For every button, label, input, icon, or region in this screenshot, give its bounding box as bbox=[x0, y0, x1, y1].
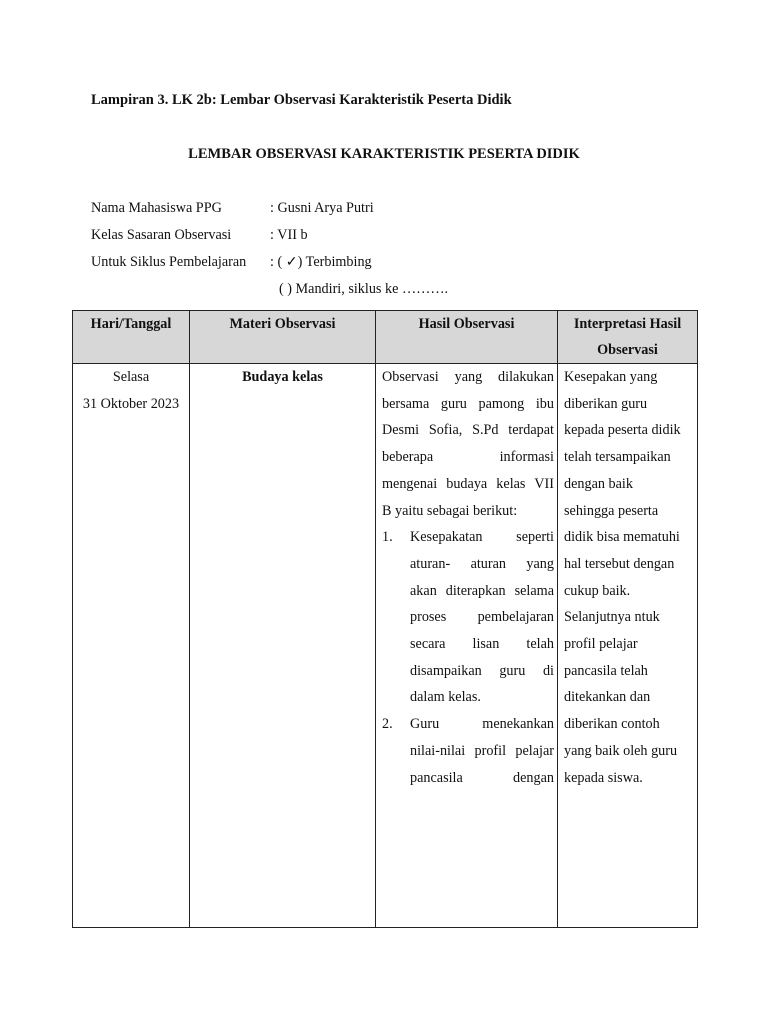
cell-interpretasi bbox=[558, 364, 698, 928]
info-value: : Gusni Arya Putri bbox=[270, 200, 374, 216]
info-value: : ( ✓) Terbimbing bbox=[270, 254, 372, 270]
table-header-row bbox=[73, 311, 698, 364]
document-title: LEMBAR OBSERVASI KARAKTERISTIK PESERTA DIDIK bbox=[188, 146, 580, 162]
item-line: secara lisan telah bbox=[410, 636, 554, 653]
item-line: akan diterapkan selama bbox=[410, 582, 554, 599]
interpretasi-line: yang baik oleh guru bbox=[564, 742, 678, 759]
item-line: pancasila dengan bbox=[410, 769, 554, 786]
interpretasi-line: ditekankan dan bbox=[564, 689, 651, 706]
appendix-heading: Lampiran 3. LK 2b: Lembar Observasi Karakteristik Peserta Didik bbox=[91, 92, 512, 108]
interpretasi-line: dengan baik bbox=[564, 475, 633, 492]
cell-day: Selasa bbox=[112, 369, 150, 385]
interpretasi-line: Kesepakan yang bbox=[564, 369, 658, 385]
hasil-list-item bbox=[382, 524, 554, 711]
hasil-line: bersama guru pamong ibu bbox=[382, 395, 554, 412]
interpretasi-line: kepada peserta didik bbox=[564, 422, 681, 439]
cell-hari-tanggal bbox=[73, 364, 190, 928]
header-interpretasi-line: Interpretasi Hasil bbox=[573, 316, 682, 332]
header-hasil-observasi: Hasil Observasi bbox=[376, 311, 558, 364]
list-number: 1. bbox=[382, 529, 393, 546]
info-label: Nama Mahasiswa PPG bbox=[91, 200, 222, 216]
item-line: nilai-nilai profil pelajar bbox=[410, 742, 554, 759]
item-line: Guru menekankan bbox=[410, 716, 554, 733]
table-row bbox=[73, 364, 698, 928]
interpretasi-line: profil pelajar bbox=[564, 636, 638, 653]
cell-hasil bbox=[376, 364, 558, 928]
info-label: Untuk Siklus Pembelajaran bbox=[91, 254, 247, 270]
hasil-line: B yaitu sebagai berikut: bbox=[382, 502, 518, 519]
item-line: disampaikan guru di bbox=[410, 662, 554, 679]
interpretasi-line: cukup baik. bbox=[564, 582, 631, 599]
interpretasi-line: didik bisa mematuhi bbox=[564, 529, 680, 546]
hasil-line: beberapa informasi bbox=[382, 449, 554, 466]
hasil-list-item bbox=[382, 711, 554, 791]
item-line: Kesepakatan seperti bbox=[410, 529, 554, 546]
item-line: aturan- aturan yang bbox=[410, 555, 554, 572]
header-interpretasi-line: Observasi bbox=[597, 342, 658, 358]
interpretasi-line: diberikan guru bbox=[564, 395, 648, 412]
interpretasi-line: pancasila telah bbox=[564, 662, 648, 679]
interpretasi-line: Selanjutnya ntuk bbox=[564, 609, 660, 626]
interpretasi-line: diberikan contoh bbox=[564, 716, 660, 733]
cell-date: 31 Oktober 2023 bbox=[82, 395, 180, 412]
interpretasi-line: sehingga peserta bbox=[564, 502, 659, 519]
interpretasi-line: kepada siswa. bbox=[564, 769, 643, 786]
interpretasi-line: hal tersebut dengan bbox=[564, 555, 675, 572]
info-label: Kelas Sasaran Observasi bbox=[91, 227, 232, 243]
item-line: proses pembelajaran bbox=[410, 609, 554, 626]
header-interpretasi bbox=[558, 311, 698, 364]
info-mandiri-option: ( ) Mandiri, siklus ke ………. bbox=[279, 281, 449, 297]
hasil-line: Desmi Sofia, S.Pd terdapat bbox=[382, 422, 554, 439]
hasil-line: Observasi yang dilakukan bbox=[382, 369, 554, 385]
header-materi-observasi: Materi Observasi bbox=[190, 311, 376, 364]
cell-materi-text: Budaya kelas bbox=[242, 369, 323, 385]
item-line: dalam kelas. bbox=[410, 689, 481, 706]
observation-table bbox=[72, 310, 698, 928]
cell-materi bbox=[190, 364, 376, 928]
list-number: 2. bbox=[382, 716, 393, 733]
info-value: : VII b bbox=[270, 227, 308, 243]
header-hari-tanggal: Hari/Tanggal bbox=[73, 311, 190, 364]
interpretasi-line: telah tersampaikan bbox=[564, 449, 671, 466]
hasil-line: mengenai budaya kelas VII bbox=[382, 475, 554, 492]
